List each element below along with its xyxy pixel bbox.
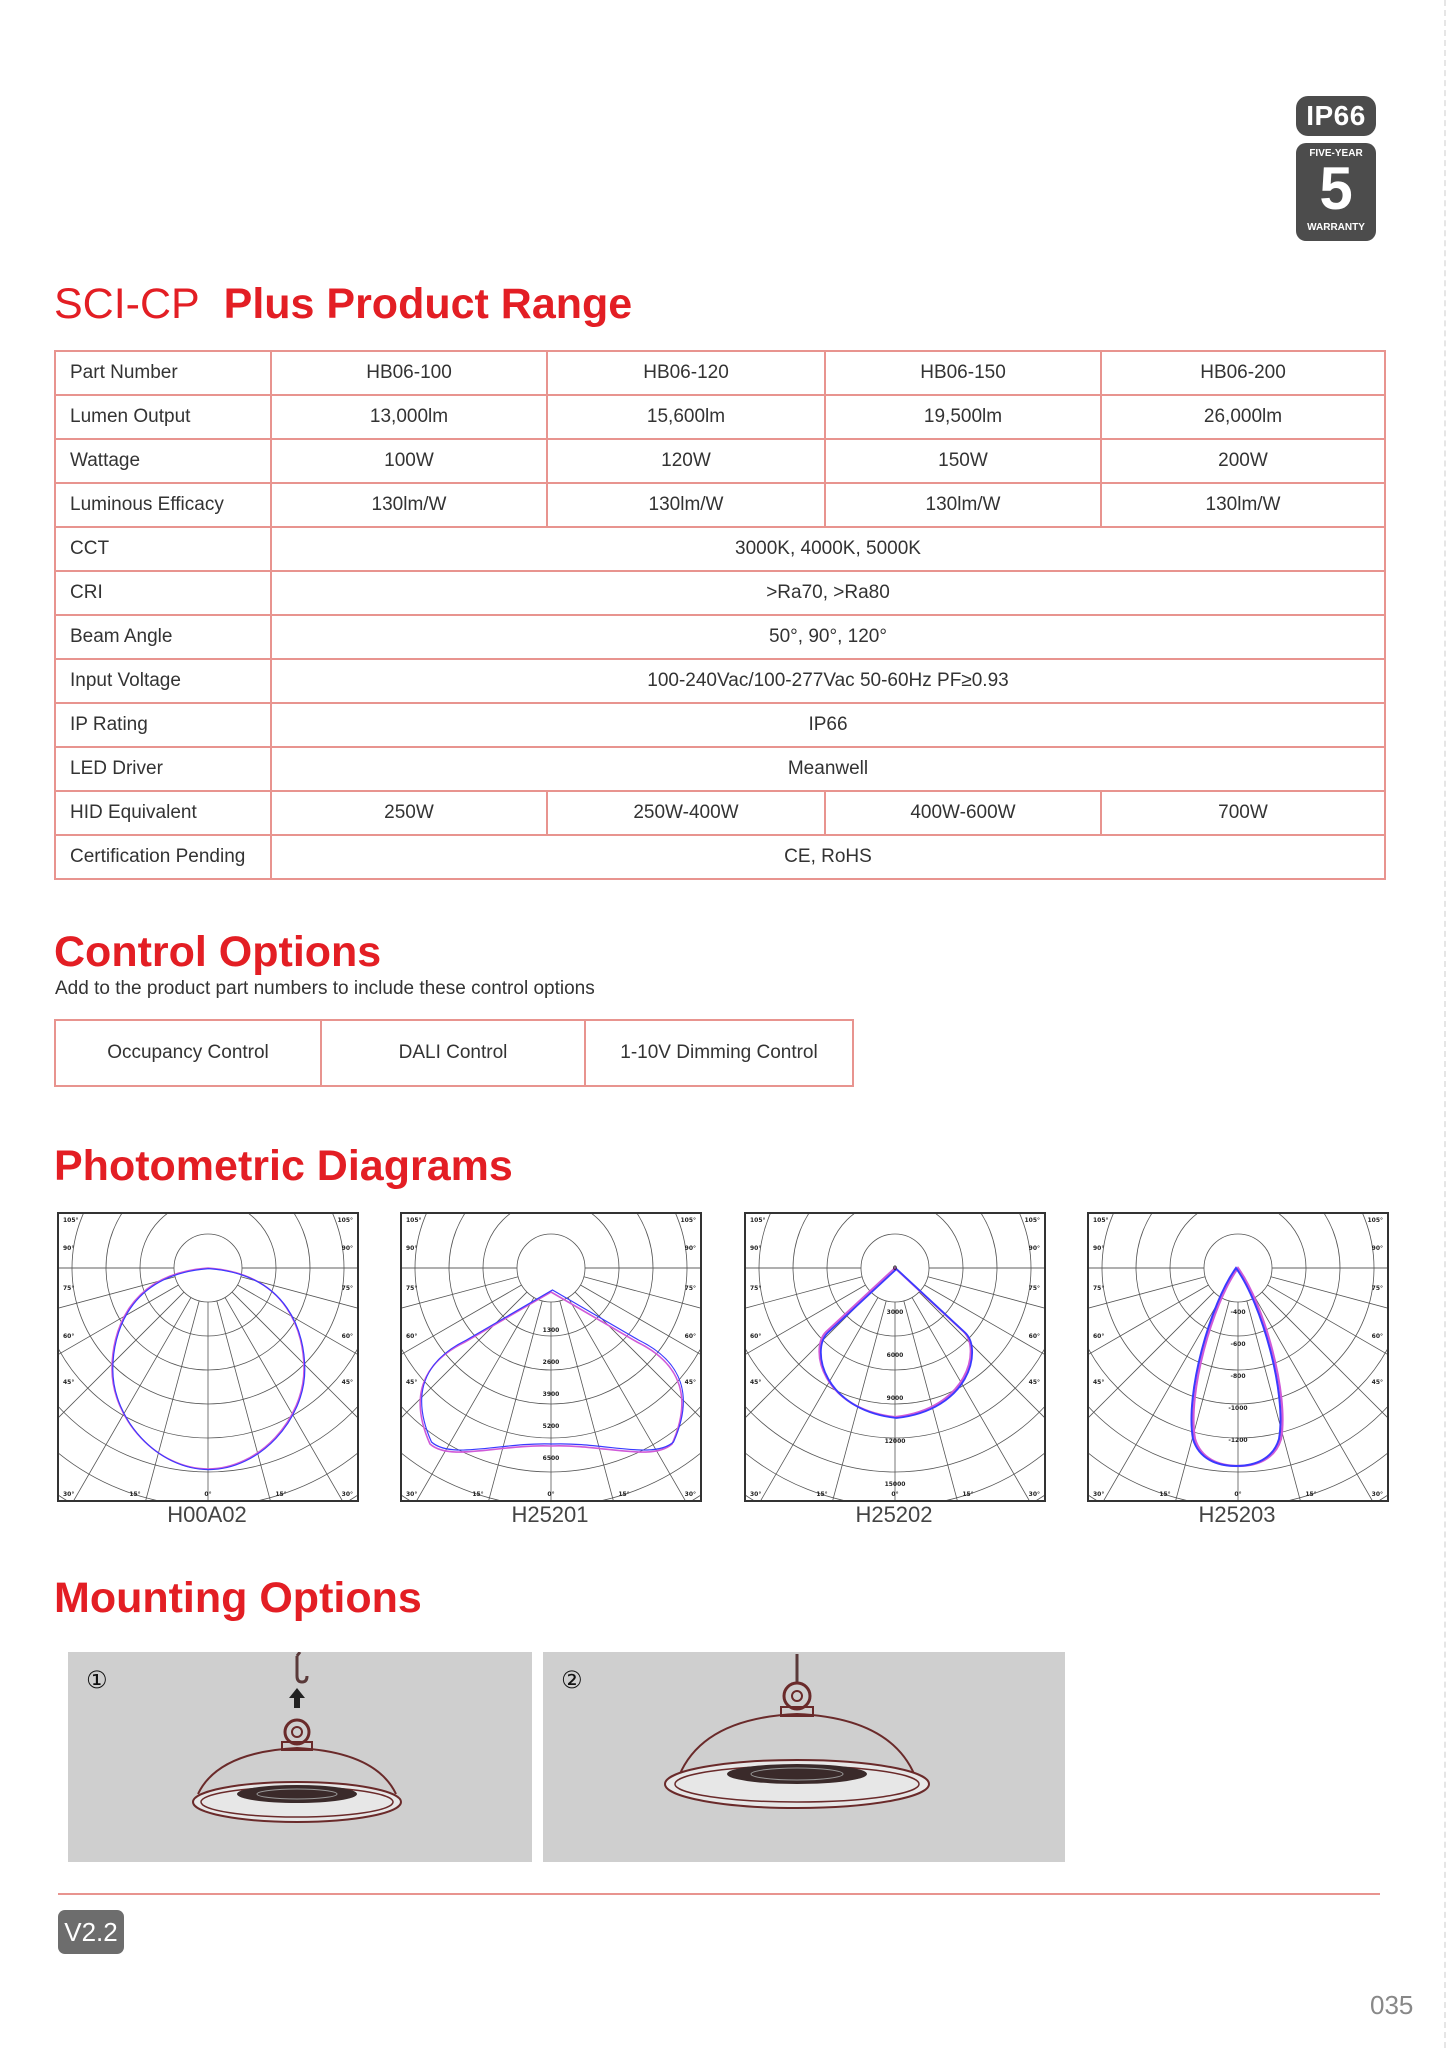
- table-cell: LED Driver: [55, 747, 271, 791]
- table-cell: Certification Pending: [55, 835, 271, 879]
- angle-label: 45°: [63, 1379, 75, 1386]
- angle-label: 75°: [63, 1285, 75, 1292]
- angle-label: 15°: [816, 1491, 828, 1498]
- angle-label: 45°: [406, 1379, 418, 1386]
- angle-label: 75°: [1093, 1285, 1105, 1292]
- grid-spoke: [241, 1277, 357, 1372]
- angle-label: 90°: [341, 1245, 353, 1252]
- mounting-options-title: Mounting Options: [54, 1574, 422, 1622]
- angle-label: 60°: [750, 1333, 762, 1340]
- intensity-label: 12000: [884, 1438, 906, 1445]
- table-cell: Luminous Efficacy: [55, 483, 271, 527]
- control-options-subtitle: Add to the product part numbers to include these control options: [55, 978, 595, 999]
- photometric-diagram-h25202: [744, 1212, 1046, 1502]
- angle-label: 90°: [406, 1245, 418, 1252]
- photometric-diagrams-title: Photometric Diagrams: [54, 1142, 513, 1190]
- footer-divider: [58, 1893, 1380, 1895]
- angle-label: 15°: [962, 1491, 974, 1498]
- table-cell: 100W: [271, 439, 547, 483]
- angle-label: 15°: [1159, 1491, 1171, 1498]
- control-option-dimming: 1-10V Dimming Control: [585, 1020, 853, 1086]
- angle-label: 105°: [406, 1217, 422, 1224]
- mounting-option-1-number: ①: [86, 1667, 108, 1694]
- table-cell: Input Voltage: [55, 659, 271, 703]
- intensity-label: 3000: [886, 1309, 904, 1316]
- angle-label: 30°: [1371, 1491, 1383, 1498]
- table-cell: CRI: [55, 571, 271, 615]
- photometric-diagram-h25201: [400, 1212, 702, 1502]
- angle-label: 105°: [1024, 1217, 1040, 1224]
- angle-label: 75°: [341, 1285, 353, 1292]
- angle-label: 45°: [750, 1379, 762, 1386]
- grid-spoke: [904, 1301, 999, 1500]
- control-options-title: Control Options: [54, 928, 382, 976]
- ip66-badge: IP66: [1296, 96, 1376, 136]
- control-options-table: [54, 1019, 854, 1087]
- photometric-diagram-h00a02: [57, 1212, 359, 1502]
- table-cell: CE, RoHS: [271, 835, 1385, 879]
- angle-label: 30°: [341, 1491, 353, 1498]
- intensity-label: -600: [1230, 1341, 1246, 1348]
- mounting-option-1: [68, 1652, 532, 1862]
- table-cell: HB06-100: [271, 351, 547, 395]
- angle-label: 75°: [1371, 1285, 1383, 1292]
- angle-label: 45°: [341, 1379, 353, 1386]
- table-cell: Part Number: [55, 351, 271, 395]
- table-cell: 26,000lm: [1101, 395, 1385, 439]
- angle-label: 75°: [406, 1285, 418, 1292]
- angle-label: 60°: [1093, 1333, 1105, 1340]
- warranty-badge: [1296, 143, 1376, 241]
- table-row: [55, 483, 1385, 527]
- angle-label: 30°: [406, 1491, 418, 1498]
- intensity-label: 5200: [542, 1423, 560, 1430]
- table-cell: 100-240Vac/100-277Vac 50-60Hz PF≥0.93: [271, 659, 1385, 703]
- table-row: [55, 615, 1385, 659]
- angle-label: 105°: [680, 1217, 696, 1224]
- intensity-label: 0: [892, 1265, 898, 1272]
- version-badge: V2.2: [58, 1910, 124, 1954]
- grid-spoke: [928, 1277, 1044, 1372]
- angle-label: 30°: [63, 1491, 75, 1498]
- control-option-occupancy: Occupancy Control: [55, 1020, 321, 1086]
- grid-spoke: [1247, 1301, 1342, 1500]
- table-cell: 130lm/W: [1101, 483, 1385, 527]
- table-row: [55, 571, 1385, 615]
- angle-label: 0°: [1234, 1491, 1242, 1498]
- table-cell: 130lm/W: [825, 483, 1101, 527]
- table-cell: 130lm/W: [547, 483, 825, 527]
- intensity-label: 6500: [542, 1455, 560, 1462]
- table-cell: Wattage: [55, 439, 271, 483]
- intensity-label: -400: [1230, 1309, 1246, 1316]
- angle-label: 90°: [1093, 1245, 1105, 1252]
- table-cell: Lumen Output: [55, 395, 271, 439]
- table-cell: HB06-120: [547, 351, 825, 395]
- angle-label: 60°: [406, 1333, 418, 1340]
- mounting-option-2-number: ②: [561, 1667, 583, 1694]
- angle-label: 105°: [1367, 1217, 1383, 1224]
- angle-label: 105°: [63, 1217, 79, 1224]
- angle-label: 105°: [750, 1217, 766, 1224]
- table-cell: CCT: [55, 527, 271, 571]
- table-cell: Meanwell: [271, 747, 1385, 791]
- polar-grid: [1089, 1214, 1387, 1500]
- table-row: [55, 1020, 853, 1086]
- angle-label: 15°: [129, 1491, 141, 1498]
- grid-spoke: [1089, 1277, 1205, 1372]
- table-cell: 50°, 90°, 120°: [271, 615, 1385, 659]
- table-row: [55, 747, 1385, 791]
- table-cell: IP66: [271, 703, 1385, 747]
- grid-spoke: [1134, 1301, 1229, 1500]
- angle-label: 90°: [1028, 1245, 1040, 1252]
- product-range-title-text: Plus Product Range: [223, 280, 633, 328]
- angle-label: 45°: [1093, 1379, 1105, 1386]
- page-number: 035: [1370, 1990, 1414, 2020]
- angle-label: 15°: [618, 1491, 630, 1498]
- hook-mount-illustration: [68, 1652, 532, 1862]
- table-cell: 130lm/W: [271, 483, 547, 527]
- table-cell: 200W: [1101, 439, 1385, 483]
- intensity-label: 2600: [542, 1359, 560, 1366]
- angle-label: 15°: [1305, 1491, 1317, 1498]
- table-row: [55, 703, 1385, 747]
- angle-label: 0°: [891, 1491, 899, 1498]
- intensity-label: 9000: [886, 1395, 904, 1402]
- table-cell: 120W: [547, 439, 825, 483]
- angle-label: 15°: [472, 1491, 484, 1498]
- table-cell: 13,000lm: [271, 395, 547, 439]
- intensity-label: -800: [1230, 1373, 1246, 1380]
- angle-label: 45°: [684, 1379, 696, 1386]
- warranty-badge-bottom: WARRANTY: [1307, 222, 1365, 233]
- table-cell: 15,600lm: [547, 395, 825, 439]
- angle-label: 0°: [204, 1491, 212, 1498]
- angle-label: 90°: [750, 1245, 762, 1252]
- photometric-diagram-h25203: [1087, 1212, 1389, 1502]
- intensity-label: -1200: [1228, 1437, 1248, 1444]
- table-cell: 3000K, 4000K, 5000K: [271, 527, 1385, 571]
- diagram-label-h00a02: H00A02: [167, 1502, 247, 1527]
- table-cell: >Ra70, >Ra80: [271, 571, 1385, 615]
- angle-label: 60°: [1028, 1333, 1040, 1340]
- table-cell: HID Equivalent: [55, 791, 271, 835]
- table-row: [55, 439, 1385, 483]
- table-cell: IP Rating: [55, 703, 271, 747]
- table-row: [55, 835, 1385, 879]
- angle-label: 60°: [341, 1333, 353, 1340]
- angle-label: 30°: [750, 1491, 762, 1498]
- angle-label: 90°: [1371, 1245, 1383, 1252]
- grid-spoke: [919, 1292, 1044, 1500]
- table-cell: 400W-600W: [825, 791, 1101, 835]
- grid-spoke: [746, 1292, 871, 1500]
- angle-label: 60°: [684, 1333, 696, 1340]
- table-cell: 19,500lm: [825, 395, 1101, 439]
- angle-label: 90°: [63, 1245, 75, 1252]
- grid-spoke: [584, 1277, 700, 1372]
- table-cell: 250W: [271, 791, 547, 835]
- table-cell: 700W: [1101, 791, 1385, 835]
- page-edge-dashed-line: [1444, 0, 1448, 2048]
- angle-label: 30°: [1028, 1491, 1040, 1498]
- angle-label: 75°: [1028, 1285, 1040, 1292]
- angle-label: 15°: [275, 1491, 287, 1498]
- product-range-title: [54, 280, 632, 329]
- table-cell: 250W-400W: [547, 791, 825, 835]
- grid-spoke: [447, 1301, 542, 1500]
- table-cell: Beam Angle: [55, 615, 271, 659]
- grid-spoke: [791, 1301, 886, 1500]
- table-row: [55, 659, 1385, 703]
- angle-label: 90°: [684, 1245, 696, 1252]
- polar-grid: [59, 1214, 357, 1500]
- intensity-label: -1000: [1228, 1405, 1248, 1412]
- intensity-label: 1300: [542, 1327, 560, 1334]
- angle-label: 30°: [1093, 1491, 1105, 1498]
- intensity-label: 6000: [886, 1352, 904, 1359]
- table-cell: HB06-150: [825, 351, 1101, 395]
- grid-spoke: [59, 1277, 175, 1372]
- product-spec-table: [54, 350, 1386, 880]
- grid-spoke: [1271, 1277, 1387, 1372]
- intensity-label: 3900: [542, 1391, 560, 1398]
- angle-label: 75°: [750, 1285, 762, 1292]
- grid-spoke: [402, 1277, 518, 1372]
- grid-spoke: [560, 1301, 655, 1500]
- mounting-option-2: [543, 1652, 1065, 1862]
- table-row: [55, 351, 1385, 395]
- product-range-title-model: SCI-CP: [54, 280, 200, 328]
- angle-label: 105°: [337, 1217, 353, 1224]
- angle-label: 0°: [547, 1491, 555, 1498]
- angle-label: 60°: [63, 1333, 75, 1340]
- table-row: [55, 791, 1385, 835]
- table-cell: HB06-200: [1101, 351, 1385, 395]
- grid-spoke: [746, 1277, 862, 1372]
- angle-label: 30°: [684, 1491, 696, 1498]
- warranty-badge-number: 5: [1319, 155, 1353, 222]
- warranty-badge-top: FIVE-YEAR: [1309, 148, 1363, 159]
- suspended-mount-illustration: [543, 1652, 1065, 1862]
- angle-label: 60°: [1371, 1333, 1383, 1340]
- angle-label: 75°: [684, 1285, 696, 1292]
- diagram-label-h25202: H25202: [855, 1502, 933, 1527]
- table-row: [55, 527, 1385, 571]
- angle-label: 45°: [1371, 1379, 1383, 1386]
- angle-label: 105°: [1093, 1217, 1109, 1224]
- control-option-dali: DALI Control: [321, 1020, 585, 1086]
- table-cell: 150W: [825, 439, 1101, 483]
- angle-label: 45°: [1028, 1379, 1040, 1386]
- diagram-label-h25201: H25201: [511, 1502, 589, 1527]
- table-row: [55, 395, 1385, 439]
- diagram-label-h25203: H25203: [1198, 1502, 1276, 1527]
- intensity-label: 15000: [884, 1481, 906, 1488]
